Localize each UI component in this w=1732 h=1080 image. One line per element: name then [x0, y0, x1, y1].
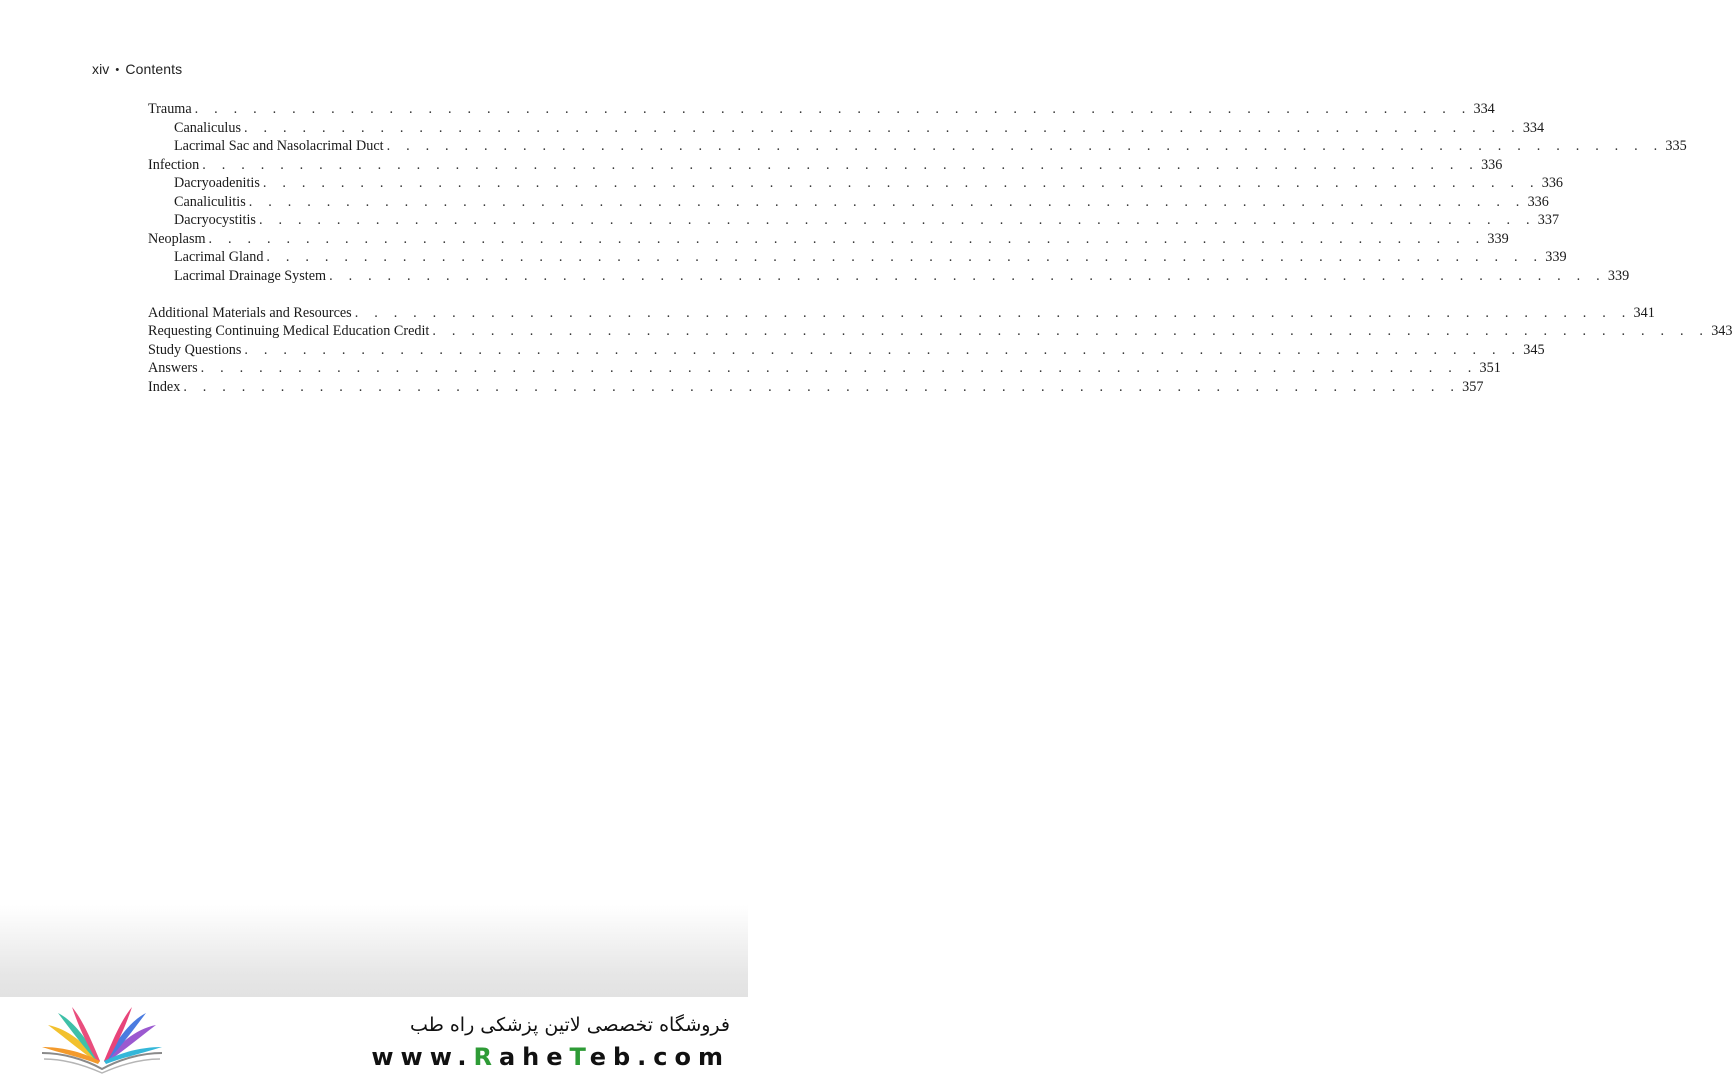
toc-entry-page: 336 — [1541, 175, 1564, 191]
page-number: xiv — [92, 61, 110, 77]
toc-entry-page: 334 — [1473, 101, 1495, 117]
store-name: فروشگاه تخصصی لاتین پزشکی راه طب — [410, 1014, 730, 1036]
toc-entry[interactable] — [148, 248, 1567, 267]
toc-entry-title: Canaliculus — [174, 119, 241, 136]
url-accent-letter: T — [569, 1043, 590, 1071]
running-head — [92, 61, 182, 77]
toc-entry-page: 343 — [1711, 323, 1732, 339]
toc-leader-dots: . . . . . . . . . . . . . . . . . . . . . . . . . . . . . . . . . . . . . . . . . . . . . . . . . . . . . . . . . . . . . . . . . . — [329, 267, 1606, 284]
toc-entry[interactable] — [148, 156, 1503, 175]
toc-leader-dots: . . . . . . . . . . . . . . . . . . . . . . . . . . . . . . . . . . . . . . . . . . . . . . . . . . . . . . . . . . . . . . . . . . — [262, 175, 1540, 191]
toc-entry-title: Additional Materials and Resources — [148, 304, 352, 321]
section-title: Contents — [125, 61, 183, 77]
toc-entry-page: 357 — [1462, 378, 1484, 395]
table-of-contents — [148, 100, 1732, 396]
toc-leader-dots: . . . . . . . . . . . . . . . . . . . . . . . . . . . . . . . . . . . . . . . . . . . . . . . . . . . . . . . . . . . . . . . . . . — [194, 101, 1472, 117]
toc-entry-title: Lacrimal Drainage System — [174, 267, 327, 284]
toc-entry-page: 334 — [1522, 119, 1545, 136]
toc-leader-dots: . . . . . . . . . . . . . . . . . . . . . . . . . . . . . . . . . . . . . . . . . . . . . . . . . . . . . . . . . . . . . . . . . . — [200, 360, 1478, 376]
url-part: www. — [371, 1043, 474, 1071]
toc-entry[interactable] — [148, 230, 1509, 249]
toc-entry-page: 339 — [1607, 267, 1630, 284]
toc-entry-title: Dacryocystitis — [174, 212, 256, 228]
footer-shadow — [0, 905, 748, 997]
toc-entry[interactable] — [148, 137, 1687, 156]
toc-entry[interactable] — [148, 378, 1484, 397]
toc-entry-title: Infection — [148, 156, 200, 173]
toc-leader-dots: . . . . . . . . . . . . . . . . . . . . . . . . . . . . . . . . . . . . . . . . . . . . . . . . . . . . . . . . . . . . . . . . . . — [183, 378, 1461, 395]
toc-leader-dots: . . . . . . . . . . . . . . . . . . . . . . . . . . . . . . . . . . . . . . . . . . . . . . . . . . . . . . . . . . . . . . . . . . — [386, 138, 1664, 154]
toc-leader-dots: . . . . . . . . . . . . . . . . . . . . . . . . . . . . . . . . . . . . . . . . . . . . . . . . . . . . . . . . . . . . . . . . . . — [208, 230, 1486, 247]
toc-entry-page: 345 — [1523, 341, 1545, 358]
toc-entry-page: 339 — [1487, 230, 1509, 247]
toc-entry-title: Index — [148, 378, 181, 395]
toc-entry[interactable] — [148, 267, 1630, 286]
toc-leader-dots: . . . . . . . . . . . . . . . . . . . . . . . . . . . . . . . . . . . . . . . . . . . . . . . . . . . . . . . . . . . . . . . . . . — [248, 193, 1526, 210]
toc-entry[interactable] — [148, 100, 1495, 119]
separator-bullet: • — [115, 64, 120, 76]
watermark-footer — [0, 997, 748, 1080]
url-part: eb.com — [589, 1043, 730, 1071]
toc-leader-dots: . . . . . . . . . . . . . . . . . . . . . . . . . . . . . . . . . . . . . . . . . . . . . . . . . . . . . . . . . . . . . . . . . . — [243, 119, 1521, 136]
url-accent-letter: R — [473, 1043, 499, 1071]
toc-entry[interactable] — [148, 322, 1732, 341]
toc-entry[interactable] — [148, 174, 1564, 193]
toc-entry[interactable] — [148, 119, 1545, 138]
toc-entry-title: Trauma — [148, 101, 192, 117]
store-url-link[interactable] — [371, 1043, 730, 1071]
toc-entry[interactable] — [148, 211, 1560, 230]
toc-entry[interactable] — [148, 304, 1655, 323]
toc-entry-page: 335 — [1665, 138, 1687, 154]
toc-entry[interactable] — [148, 359, 1501, 378]
toc-entry-title: Canaliculitis — [174, 193, 246, 210]
toc-entry-page: 339 — [1545, 249, 1567, 265]
toc-leader-dots: . . . . . . . . . . . . . . . . . . . . . . . . . . . . . . . . . . . . . . . . . . . . . . . . . . . . . . . . . . . . . . . . . . — [432, 323, 1710, 339]
toc-entry-title: Answers — [148, 360, 198, 376]
toc-entry-page: 351 — [1479, 360, 1501, 376]
toc-leader-dots: . . . . . . . . . . . . . . . . . . . . . . . . . . . . . . . . . . . . . . . . . . . . . . . . . . . . . . . . . . . . . . . . . . — [202, 156, 1480, 173]
toc-leader-dots: . . . . . . . . . . . . . . . . . . . . . . . . . . . . . . . . . . . . . . . . . . . . . . . . . . . . . . . . . . . . . . . . . . — [266, 249, 1544, 265]
toc-entry-title: Study Questions — [148, 341, 242, 358]
toc-entry-page: 336 — [1481, 156, 1503, 173]
toc-leader-dots: . . . . . . . . . . . . . . . . . . . . . . . . . . . . . . . . . . . . . . . . . . . . . . . . . . . . . . . . . . . . . . . . . . — [258, 212, 1536, 228]
toc-entry-title: Neoplasm — [148, 230, 206, 247]
toc-entry-page: 337 — [1537, 212, 1560, 228]
toc-leader-dots: . . . . . . . . . . . . . . . . . . . . . . . . . . . . . . . . . . . . . . . . . . . . . . . . . . . . . . . . . . . . . . . . . . — [244, 341, 1522, 358]
url-part: ahe — [498, 1043, 570, 1071]
toc-entry-page: 336 — [1527, 193, 1549, 210]
toc-entry-title: Dacryoadenitis — [174, 175, 260, 191]
open-book-logo-icon — [40, 1003, 164, 1073]
toc-entry[interactable] — [148, 341, 1545, 360]
toc-entry-title: Requesting Continuing Medical Education Credit — [148, 323, 430, 339]
toc-entry[interactable] — [148, 193, 1549, 212]
toc-entry-title: Lacrimal Gland — [174, 249, 264, 265]
toc-entry-title: Lacrimal Sac and Nasolacrimal Duct — [174, 138, 384, 154]
toc-leader-dots: . . . . . . . . . . . . . . . . . . . . . . . . . . . . . . . . . . . . . . . . . . . . . . . . . . . . . . . . . . . . . . . . . . — [354, 304, 1632, 321]
toc-entry-page: 341 — [1633, 304, 1655, 321]
